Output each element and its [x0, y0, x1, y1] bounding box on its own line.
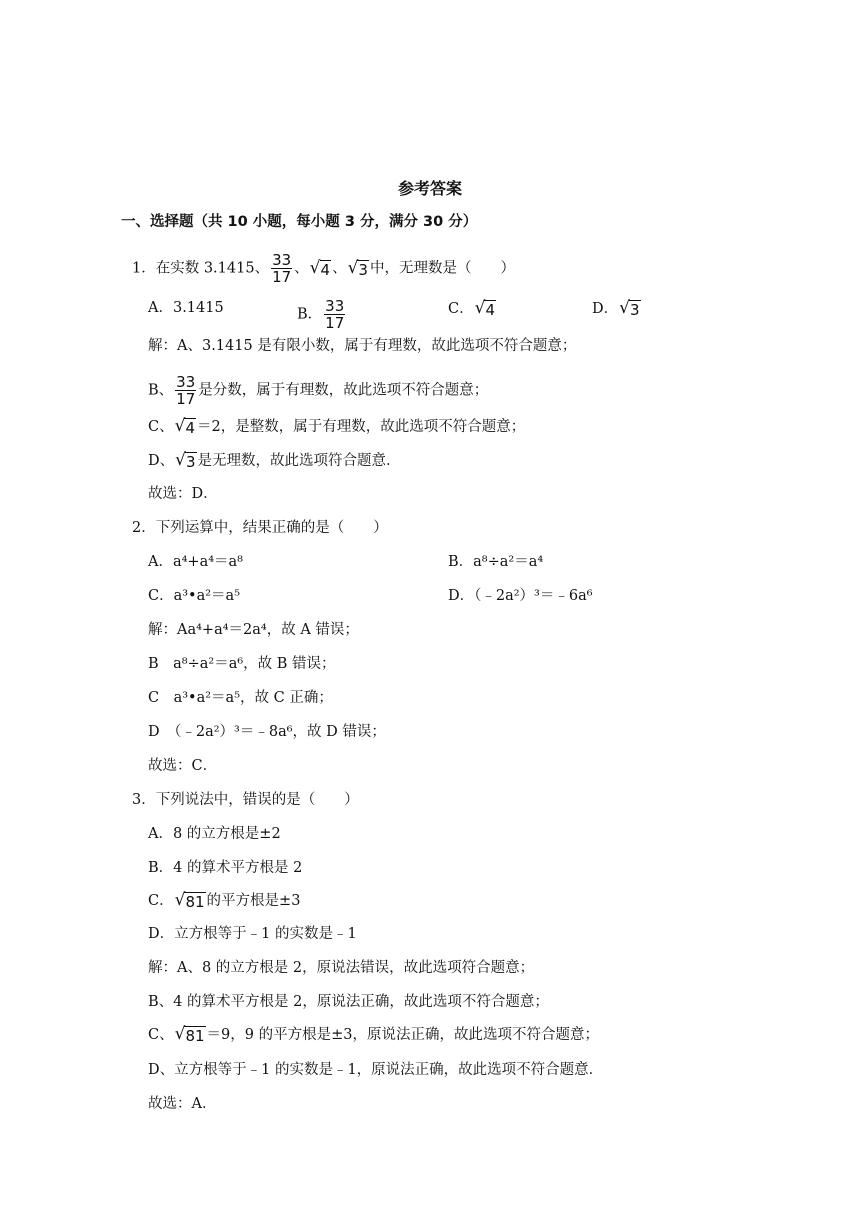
q3-option-c: C． √ 81 的平方根是±3	[148, 890, 301, 911]
q1-solution-line: B、 $\frac{33}{17}$ 是分数，属于有理数，故此选项不符合题意；	[148, 373, 489, 408]
q3-option-b: B．4 的算术平方根是 2	[148, 860, 303, 876]
q3-answer: 故选：A．	[148, 1096, 217, 1112]
q1-solution-line: C、 √ 4 ＝2，是整数，属于有理数，故此选项不符合题意；	[148, 416, 526, 437]
q1-option-c: C． √ 4	[448, 298, 495, 319]
q3-option-a: A．8 的立方根是±2	[148, 826, 281, 842]
q2-solution-line: 解：Aa⁴+a⁴＝2a⁴，故 A 错误；	[148, 622, 359, 638]
fraction: $\frac{33}{17}$	[272, 251, 292, 286]
q2-solution-line: C a³•a²＝a⁵，故 C 正确；	[148, 690, 333, 706]
q3-solution-line: C、 √ 81 ＝9，9 的平方根是±3，原说法正确，故此选项不符合题意；	[148, 1024, 599, 1045]
sqrt-expression: √ 81	[174, 890, 205, 911]
q1-solution-line: 解：A、3.1415 是有限小数，属于有理数，故此选项不符合题意；	[148, 338, 577, 354]
q1-option-b: B． $\frac{33}{17}$	[297, 297, 345, 332]
q2-solution-line: B a⁸÷a²＝a⁶，故 B 错误；	[148, 656, 336, 672]
sqrt-expression: √ 4	[309, 257, 331, 279]
question-2-stem: 2．下列运算中，结果正确的是（ ）	[132, 520, 388, 536]
q2-answer: 故选：C．	[148, 758, 218, 774]
question-3-stem: 3．下列说法中，错误的是（ ）	[132, 792, 359, 808]
q2-option-c: C．a³•a²＝a⁵	[148, 588, 241, 604]
section-heading: 一、选择题（共 10 小题，每小题 3 分，满分 30 分）	[121, 214, 478, 230]
q1-option-d: D． √ 3	[592, 298, 640, 319]
page-title: 参考答案	[397, 179, 462, 198]
fraction: $\frac{33}{17}$	[176, 373, 196, 408]
q2-option-b: B．a⁸÷a²＝a⁴	[448, 554, 544, 570]
q1-option-a: A．3.1415	[148, 300, 224, 316]
q3-solution-line: 解：A、8 的立方根是 2，原说法错误，故此选项符合题意；	[148, 960, 535, 976]
q3-option-d: D．立方根等于﹣1 的实数是﹣1	[148, 926, 357, 942]
q3-solution-line: B、4 的算术平方根是 2，原说法正确，故此选项不符合题意；	[148, 994, 549, 1010]
sqrt-expression: √ 4	[174, 416, 195, 437]
q2-option-a: A．a⁴+a⁴＝a⁸	[148, 554, 243, 570]
sqrt-expression: √ 3	[175, 450, 196, 471]
q3-solution-line: D、立方根等于﹣1 的实数是﹣1，原说法正确，故此选项不符合题意．	[148, 1062, 604, 1078]
sqrt-expression: √ 3	[619, 298, 640, 319]
sqrt-expression: √ 3	[347, 257, 368, 279]
q2-option-d: D．（﹣2a²）³＝﹣6a⁶	[448, 588, 593, 604]
q2-solution-line: D （﹣2a²）³＝﹣8a⁶，故 D 错误；	[148, 724, 386, 740]
sqrt-expression: √ 81	[174, 1024, 205, 1045]
sqrt-expression: √ 4	[474, 298, 495, 319]
q1-solution-line: D、 √ 3 是无理数，故此选项符合题意．	[148, 450, 401, 471]
fraction: $\frac{33}{17}$	[325, 297, 345, 332]
q1-answer: 故选：D．	[148, 486, 218, 502]
question-1-stem: 1．在实数 3.1415、 $\frac{33}{17}$ 、 √ 4 、 √ 3 中，无理数是（ ）	[132, 251, 515, 286]
